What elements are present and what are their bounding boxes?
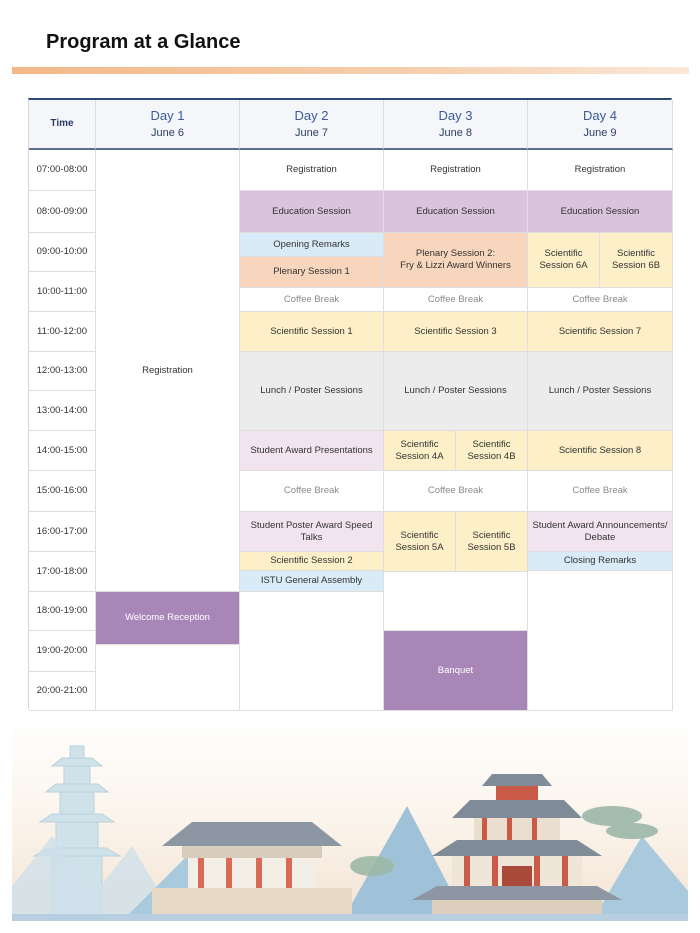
- day-2-empty-evening: [240, 592, 384, 711]
- day-2-lunch-poster: Lunch / Poster Sessions: [240, 352, 384, 431]
- day-3-header: [384, 100, 528, 150]
- day-1-welcome-reception: Welcome Reception: [96, 592, 240, 645]
- time-slot: 16:00-17:00: [29, 512, 96, 552]
- day-3-lunch-poster: Lunch / Poster Sessions: [384, 352, 528, 431]
- day-3-plenary-session-2: [384, 233, 528, 288]
- day-4-empty-evening: [528, 571, 673, 711]
- day-2-coffee-break-afternoon: Coffee Break: [240, 471, 384, 512]
- day-3-scientific-session-3: Scientific Session 3: [384, 312, 528, 352]
- schedule-table: [28, 98, 672, 709]
- day-2-header: [240, 100, 384, 150]
- page-title: Program at a Glance: [46, 31, 241, 53]
- day-4-scientific-session-8: Scientific Session 8: [528, 431, 673, 471]
- day-2-speed-talks: Student Poster Award Speed Talks: [240, 512, 384, 552]
- day-2-name: Day 2: [294, 108, 329, 123]
- day-4-lunch-poster: Lunch / Poster Sessions: [528, 352, 673, 431]
- day-4-education-session: Education Session: [528, 191, 673, 233]
- day-4-date: June 9: [583, 127, 617, 139]
- day-3-scientific-session-5a: Scientific Session 5A: [384, 512, 456, 572]
- day-3-registration: Registration: [384, 150, 528, 191]
- day-4-name: Day 4: [583, 108, 617, 123]
- day-2-istu-general-assembly: ISTU General Assembly: [240, 571, 384, 592]
- day-3-banquet: Banquet: [384, 631, 528, 711]
- day-4-closing-remarks: Closing Remarks: [528, 552, 673, 571]
- day-3-scientific-session-5b: Scientific Session 5B: [456, 512, 528, 572]
- day-4-coffee-break-morning: Coffee Break: [528, 288, 673, 312]
- day-4-registration: Registration: [528, 150, 673, 191]
- day-1-date: June 6: [150, 127, 185, 139]
- day-2-scientific-session-2: Scientific Session 2: [240, 552, 384, 571]
- time-slot: 13:00-14:00: [29, 391, 96, 431]
- day-2-coffee-break-morning: Coffee Break: [240, 288, 384, 312]
- time-slot: 12:00-13:00: [29, 352, 96, 391]
- day-4-scientific-session-6a: Scientific Session 6A: [528, 233, 600, 288]
- day-2-student-award-presentations: Student Award Presentations: [240, 431, 384, 471]
- decorative-scenery-illustration: [12, 716, 688, 921]
- time-slot: 18:00-19:00: [29, 592, 96, 631]
- day-2-date: June 7: [294, 127, 329, 139]
- time-slot: 14:00-15:00: [29, 431, 96, 471]
- day-2-scientific-session-1: Scientific Session 1: [240, 312, 384, 352]
- title-underline: [12, 67, 689, 74]
- time-column-header: [29, 100, 96, 150]
- plenary-2-subtitle: Fry & Lizzi Award Winners: [400, 260, 511, 271]
- day-3-name: Day 3: [438, 108, 473, 123]
- time-slot: 10:00-11:00: [29, 272, 96, 312]
- time-slot: 09:00-10:00: [29, 233, 96, 272]
- time-slot: 20:00-21:00: [29, 672, 96, 711]
- day-3-coffee-break-afternoon: Coffee Break: [384, 471, 528, 512]
- day-3-date: June 8: [438, 127, 473, 139]
- day-2-registration: Registration: [240, 150, 384, 191]
- time-slot: 11:00-12:00: [29, 312, 96, 352]
- day-3-empty-slot: [384, 572, 528, 631]
- plenary-2-title: Plenary Session 2:: [415, 248, 496, 259]
- day-3-scientific-session-4a: Scientific Session 4A: [384, 431, 456, 471]
- day-1-registration: Registration: [96, 150, 240, 592]
- day-1-header: [96, 100, 240, 150]
- time-slot: 07:00-08:00: [29, 150, 96, 191]
- day-2-opening-remarks: Opening Remarks: [240, 233, 384, 257]
- time-slot: 15:00-16:00: [29, 471, 96, 512]
- time-slot: 19:00-20:00: [29, 631, 96, 672]
- time-slot: 17:00-18:00: [29, 552, 96, 592]
- day-2-plenary-session-1: Plenary Session 1: [240, 257, 384, 288]
- day-2-education-session: Education Session: [240, 191, 384, 233]
- day-4-header: [528, 100, 673, 150]
- day-1-name: Day 1: [150, 108, 185, 123]
- day-3-education-session: Education Session: [384, 191, 528, 233]
- day-3-coffee-break-morning: Coffee Break: [384, 288, 528, 312]
- day-4-scientific-session-6b: Scientific Session 6B: [600, 233, 673, 288]
- time-header-label: Time: [50, 118, 74, 129]
- time-slot: 08:00-09:00: [29, 191, 96, 233]
- day-4-scientific-session-7: Scientific Session 7: [528, 312, 673, 352]
- day-1-empty-evening: [96, 645, 240, 711]
- day-4-student-award-announcements: Student Award Announcements/ Debate: [528, 512, 673, 552]
- day-3-scientific-session-4b: Scientific Session 4B: [456, 431, 528, 471]
- day-4-coffee-break-afternoon: Coffee Break: [528, 471, 673, 512]
